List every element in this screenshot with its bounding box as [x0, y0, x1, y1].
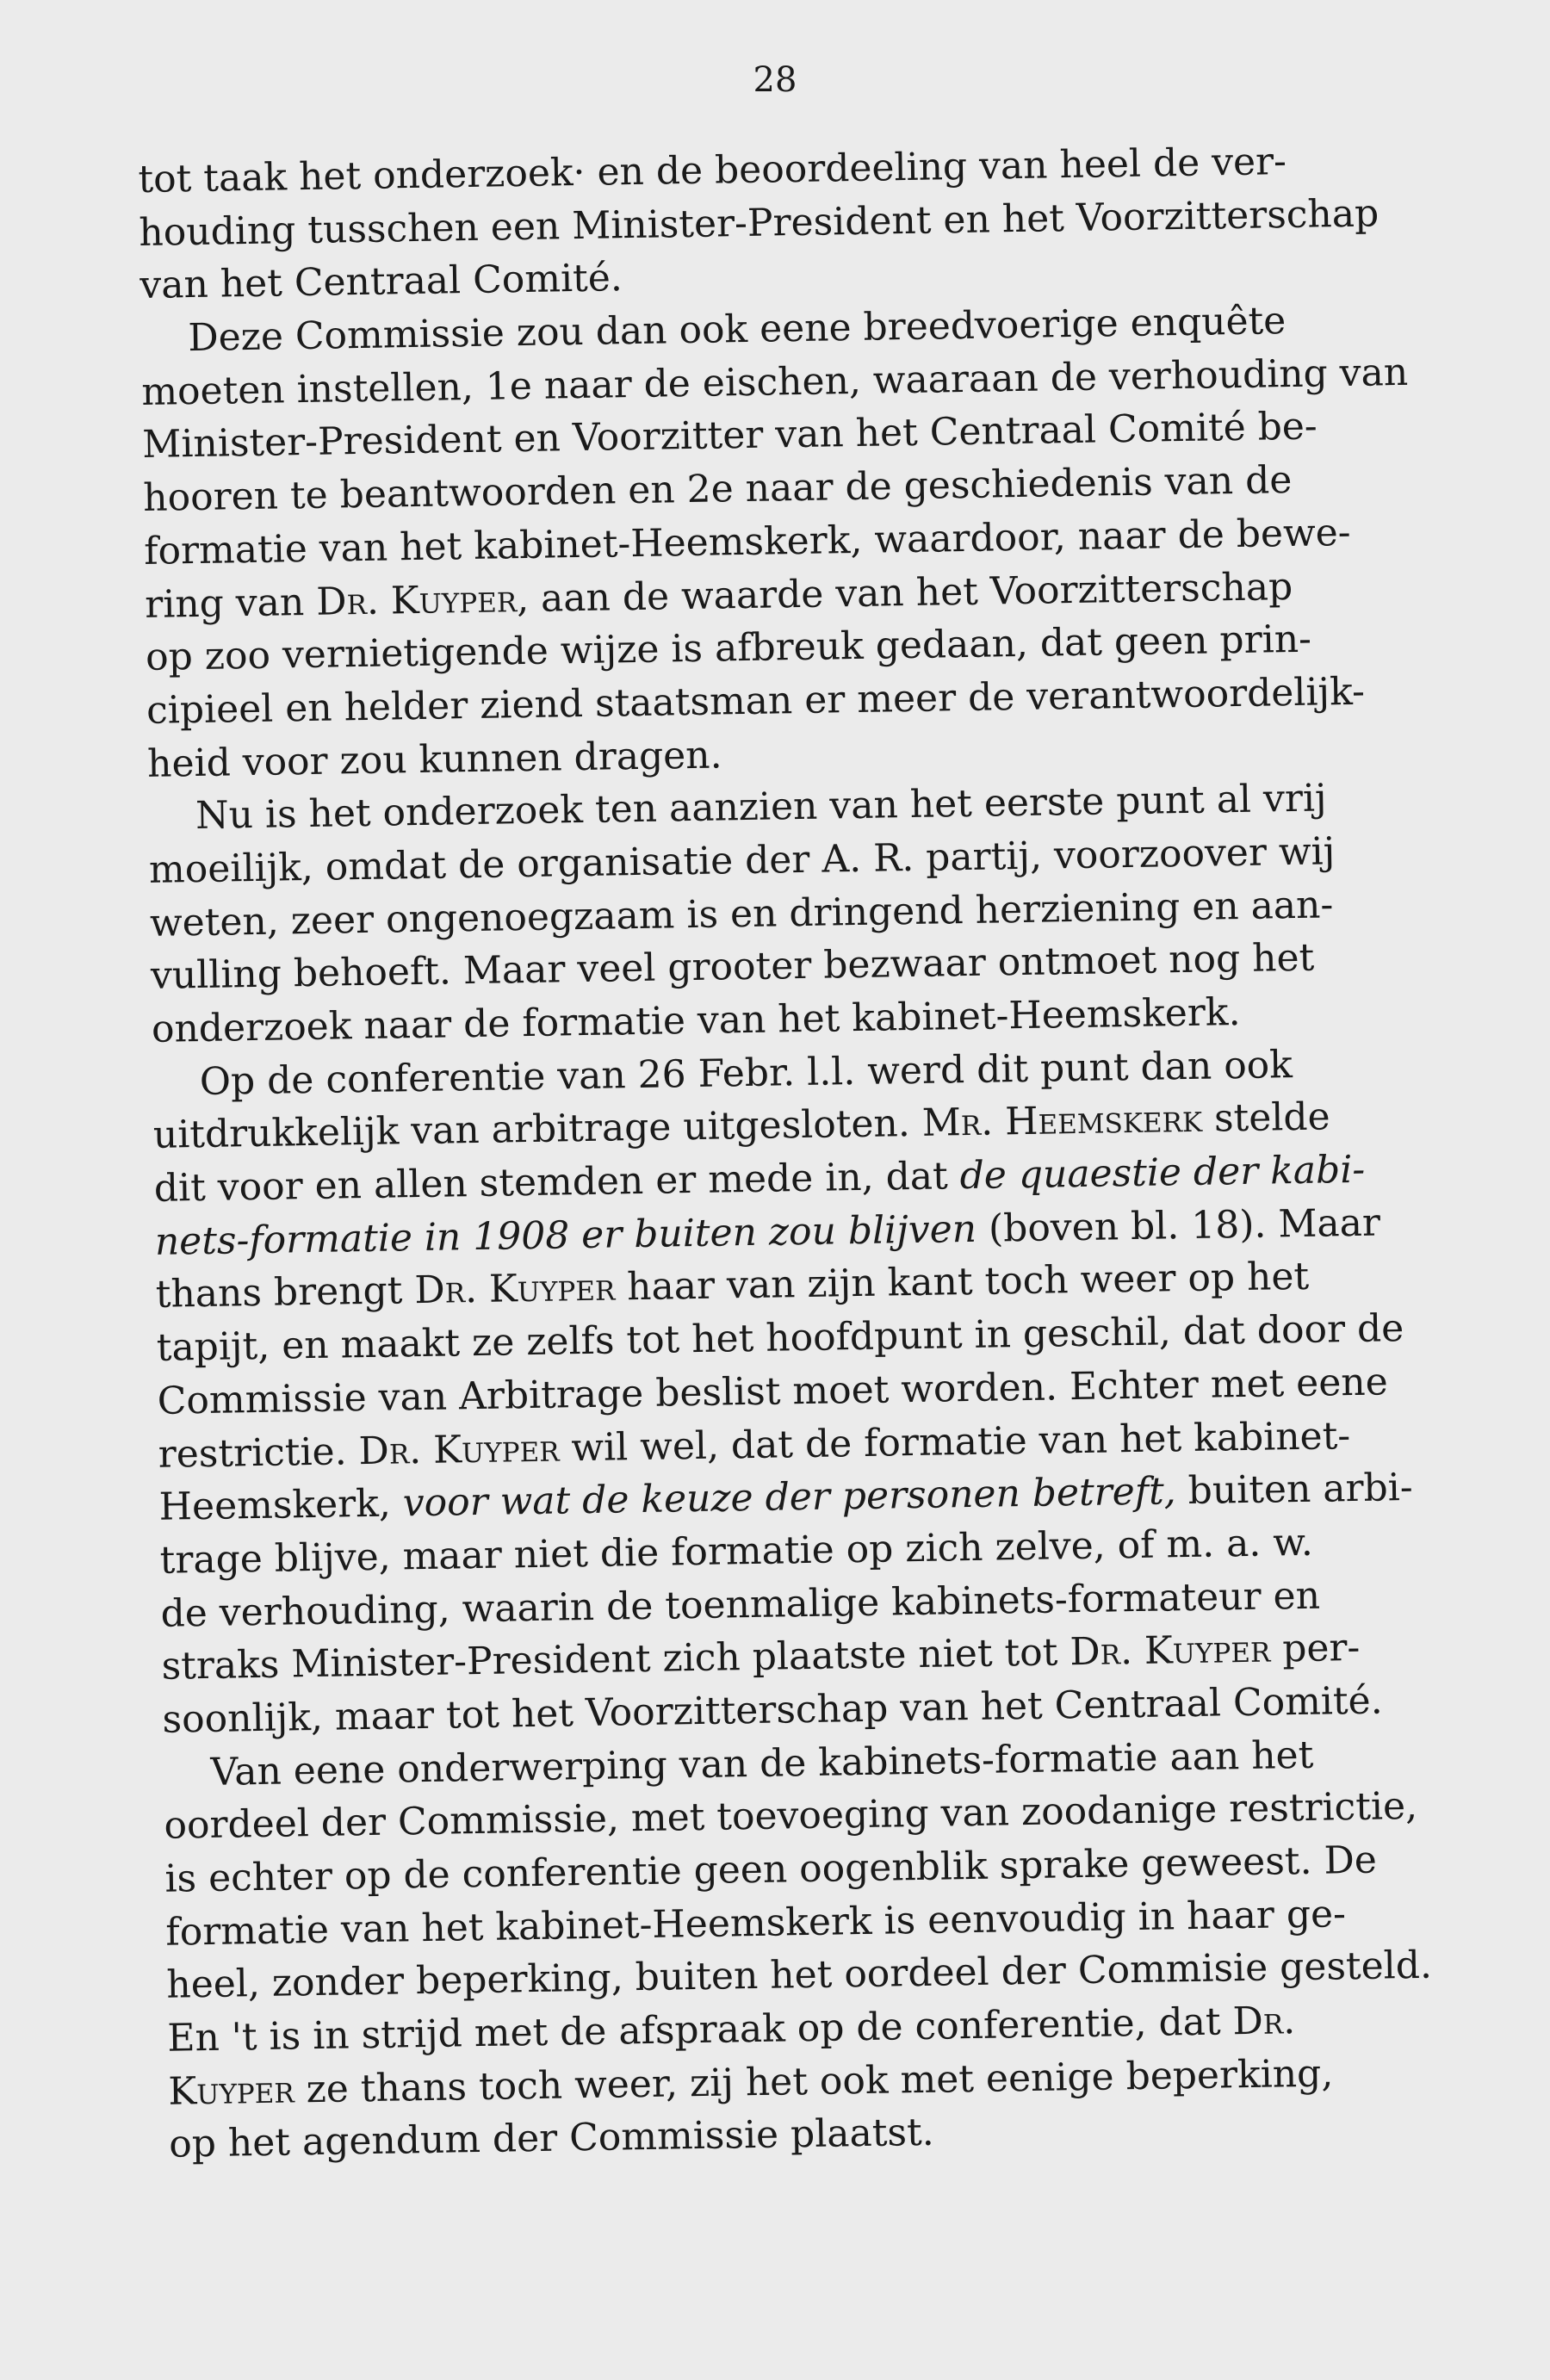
small-caps-name: Dr. Kuyper	[413, 1265, 616, 1313]
text-segment: heid voor zou kunnen dragen.	[146, 732, 722, 786]
text-segment: haar van zijn kant toch weer op het	[614, 1255, 1310, 1310]
text-segment: Heemskerk,	[158, 1481, 404, 1529]
text-segment: tot taak het onderzoek· en de beoordeeling van heel de ver-	[138, 139, 1287, 201]
text-segment: tapijt, en maakt ze zelfs tot het hoofdpunt in geschil, dat door de	[156, 1306, 1404, 1370]
text-segment: Nu is het onderzoek ten aanzien van het eerste punt al vrij	[195, 776, 1328, 839]
small-caps-name: Dr. Kuyper	[1069, 1627, 1271, 1675]
text-segment: trage blijve, maar niet die formatie op zich zelve, of m. a. w.	[159, 1520, 1314, 1583]
small-caps-name: Dr. Kuyper	[315, 576, 518, 624]
italic-phrase: de quaestie der kabi-	[959, 1147, 1366, 1199]
text-segment: cipieel en helder ziend staatsman er meer de verantwoordelijk-	[146, 669, 1366, 733]
text-segment: wil wel, dat de formatie van het kabinet-	[559, 1413, 1351, 1470]
text-segment: formatie van het kabinet-Heemskerk is eenvoudig in haar ge-	[165, 1891, 1347, 1955]
italic-phrase: voor wat de keuze der personen betreft,	[402, 1469, 1177, 1526]
text-segment: heel, zonder beperking, buiten het oordeel der Commisie gesteld.	[166, 1943, 1433, 2008]
text-segment: onderzoek naar de formatie van het kabinet-Heemskerk.	[151, 990, 1241, 1051]
small-caps-name: Dr.	[1232, 1999, 1296, 2044]
italic-phrase: nets-formatie in 1908 er buiten zou blijven	[154, 1206, 977, 1264]
text-segment: ze thans toch weer, zij het ook met eenige beperking,	[294, 2051, 1334, 2112]
text-segment: moeten instellen, 1e naar de eischen, waaraan de verhouding van	[140, 350, 1409, 414]
text-segment: oordeel der Commissie, met toevoeging van zoodanige restrictie,	[164, 1784, 1418, 1849]
page-number: 28	[753, 60, 797, 100]
text-segment: ring van	[144, 580, 317, 627]
text-segment: per-	[1269, 1626, 1361, 1671]
text-segment: is echter op de conferentie geen oogenblik sprake geweest. De	[164, 1838, 1378, 1901]
text-segment: Van eene onderwerping van de kabinets-formatie aan het	[210, 1732, 1314, 1794]
text-segment: de verhouding, waarin de toenmalige kabinets-formateur en	[160, 1573, 1321, 1636]
text-segment: Op de conferentie van 26 Febr. l.l. werd dit punt dan ook	[199, 1042, 1293, 1104]
text-segment: op het agendum der Commissie plaatst.	[168, 2110, 935, 2167]
text-segment: houding tusschen een Minister-President en het Voorzitterschap	[139, 191, 1380, 255]
text-segment: straks Minister-President zich plaatste niet tot	[161, 1630, 1070, 1689]
text-segment: op zoo vernietigende wijze is afbreuk gedaan, dat geen prin-	[145, 617, 1312, 680]
text-segment: hooren te beantwoorden en 2e naar de geschiedenis van de	[142, 458, 1293, 521]
text-segment: stelde	[1201, 1094, 1330, 1142]
small-caps-name: Dr. Kuyper	[358, 1426, 560, 1473]
text-segment: Deze Commissie zou dan ook eene breedvoerige enquête	[187, 299, 1286, 361]
small-caps-name: Kuyper	[167, 2067, 295, 2114]
body-text	[138, 134, 1433, 2172]
text-segment: weten, zeer ongenoegzaam is en dringend herziening en aan-	[149, 882, 1334, 945]
text-segment: (boven bl. 18). Maar	[976, 1200, 1381, 1251]
text-segment: restrictie.	[158, 1429, 359, 1477]
text-segment: Commissie van Arbitrage beslist moet worden. Echter met eene	[157, 1360, 1389, 1423]
text-segment: uitdrukkelijk van arbitrage uitgesloten.	[152, 1101, 923, 1158]
text-segment: soonlijk, maar tot het Voorzitterschap van het Centraal Comité.	[162, 1678, 1384, 1742]
text-segment: En 't is in strijd met de afspraak op de conferentie, dat	[166, 1999, 1233, 2061]
text-segment: Minister-President en Voorzitter van het Centraal Comité be-	[141, 404, 1318, 468]
text-segment: buiten arbi-	[1175, 1466, 1414, 1514]
text-segment: thans brengt	[155, 1268, 415, 1317]
text-segment: dit voor en allen stemden er mede in, dat	[153, 1154, 961, 1211]
text-segment: , aan de waarde van het Voorzitterschap	[516, 564, 1293, 621]
small-caps-name: Mr. Heemskerk	[921, 1097, 1203, 1146]
text-segment: van het Centraal Comité.	[140, 256, 623, 308]
text-segment: vulling behoeft. Maar veel grooter bezwaar ontmoet nog het	[150, 935, 1315, 999]
text-segment: formatie van het kabinet-Heemskerk, waardoor, naar de bewe-	[143, 510, 1351, 573]
text-segment: moeilijk, omdat de organisatie der A. R. partij, voorzoover wij	[148, 829, 1336, 892]
